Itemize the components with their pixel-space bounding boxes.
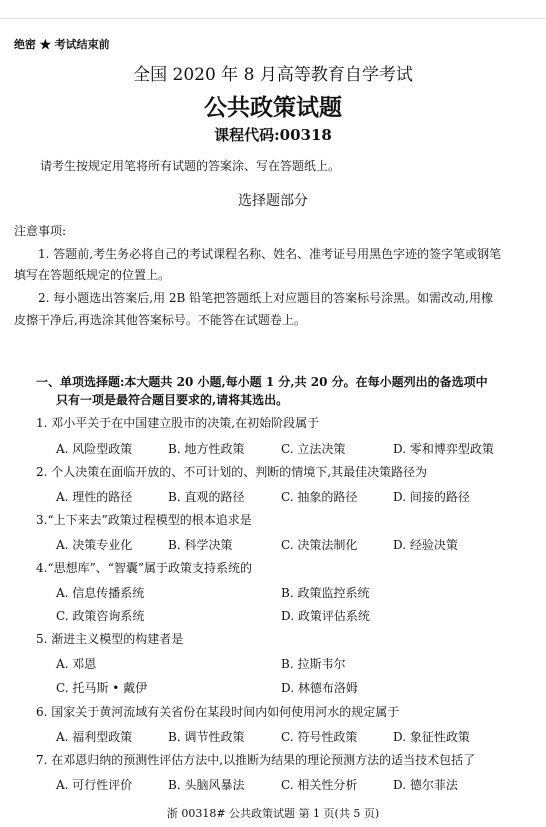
section-heading: 选择题部分 xyxy=(238,193,308,209)
question-option: B. 头脑风暴法 xyxy=(168,778,245,792)
question-option: A. 福利型政策 xyxy=(56,730,133,744)
question-option: A. 理性的路径 xyxy=(56,490,133,504)
question-option: B. 政策监控系统 xyxy=(281,586,370,600)
subject-title: 公共政策试题 xyxy=(204,94,342,121)
question-option: A. 风险型政策 xyxy=(56,442,133,456)
question-option: A. 邓恩 xyxy=(56,657,97,671)
question-option: C. 符号性政策 xyxy=(281,730,358,744)
question-option: D. 经验决策 xyxy=(393,538,458,552)
page-footer: 浙 00318# 公共政策试题 第 1 页(共 5 页) xyxy=(166,807,380,820)
secret-mark: 绝密 ★ 考试结束前 xyxy=(14,38,110,51)
question-stem: 3.“上下来去”政策过程模型的根本追求是 xyxy=(36,513,252,527)
question-option: C. 决策法制化 xyxy=(281,538,358,552)
part1-heading-line-1: 一、单项选择题:本大题共 20 小题,每小题 1 分,共 20 分。在每小题列出的备选项中 xyxy=(36,375,488,389)
note-1-line-2: 填写在答题纸规定的位置上。 xyxy=(14,268,171,282)
question-stem: 1. 邓小平关于在中国建立股市的决策,在初始阶段属于 xyxy=(36,416,320,430)
question-option: D. 政策评估系统 xyxy=(281,609,370,623)
note-2-line-1: 2. 每小题选出答案后,用 2B 铅笔把答题纸上对应题目的答案标号涂黑。如需改动,用橡 xyxy=(38,291,493,305)
question-stem: 6. 国家关于黄河流域有关省份在某段时间内如何使用河水的规定属于 xyxy=(36,705,400,719)
exam-title: 全国 2020 年 8 月高等教育自学考试 xyxy=(133,65,413,85)
question-option: B. 地方性政策 xyxy=(168,442,245,456)
note-1-line-1: 1. 答题前,考生务必将自己的考试课程名称、姓名、准考证号用黑色字迹的签字笔或钢笔 xyxy=(38,247,502,261)
question-option: C. 托马斯 • 戴伊 xyxy=(56,681,148,695)
question-option: D. 间接的路径 xyxy=(393,490,470,504)
question-option: B. 科学决策 xyxy=(168,538,233,552)
question-option: C. 政策咨询系统 xyxy=(56,609,145,623)
question-option: A. 决策专业化 xyxy=(56,538,133,552)
question-option: A. 可行性评价 xyxy=(56,778,133,792)
question-option: C. 相关性分析 xyxy=(281,778,358,792)
question-option: D. 德尔菲法 xyxy=(393,778,458,792)
part1-heading-line-2: 只有一项是最符合题目要求的,请将其选出。 xyxy=(56,393,289,407)
question-stem: 4.“思想库”、“智囊”属于政策支持系统的 xyxy=(36,561,252,575)
question-option: B. 直观的路径 xyxy=(168,490,245,504)
question-stem: 7. 在邓恩归纳的预测性评估方法中,以推断为结果的理论预测方法的适当技术包括了 xyxy=(36,753,476,767)
note-2-line-2: 皮擦干净后,再选涂其他答案标号。不能答在试题卷上。 xyxy=(14,313,306,327)
question-stem: 2. 个人决策在面临开放的、不可计划的、判断的情境下,其最佳决策路径为 xyxy=(36,465,428,479)
question-option: C. 抽象的路径 xyxy=(281,490,358,504)
question-option: B. 调节性政策 xyxy=(168,730,245,744)
question-option: D. 林德布洛姆 xyxy=(281,681,358,695)
question-option: C. 立法决策 xyxy=(281,442,346,456)
course-code: 课程代码:00318 xyxy=(214,126,332,144)
question-option: A. 信息传播系统 xyxy=(56,586,145,600)
instruction-top: 请考生按规定用笔将所有试题的答案涂、写在答题纸上。 xyxy=(40,159,341,173)
notes-title: 注意事项: xyxy=(14,224,67,238)
question-option: D. 象征性政策 xyxy=(393,730,470,744)
question-stem: 5. 渐进主义模型的构建者是 xyxy=(36,632,184,646)
question-option: B. 拉斯韦尔 xyxy=(281,657,346,671)
question-option: D. 零和博弈型政策 xyxy=(393,442,494,456)
top-divider xyxy=(0,18,546,19)
